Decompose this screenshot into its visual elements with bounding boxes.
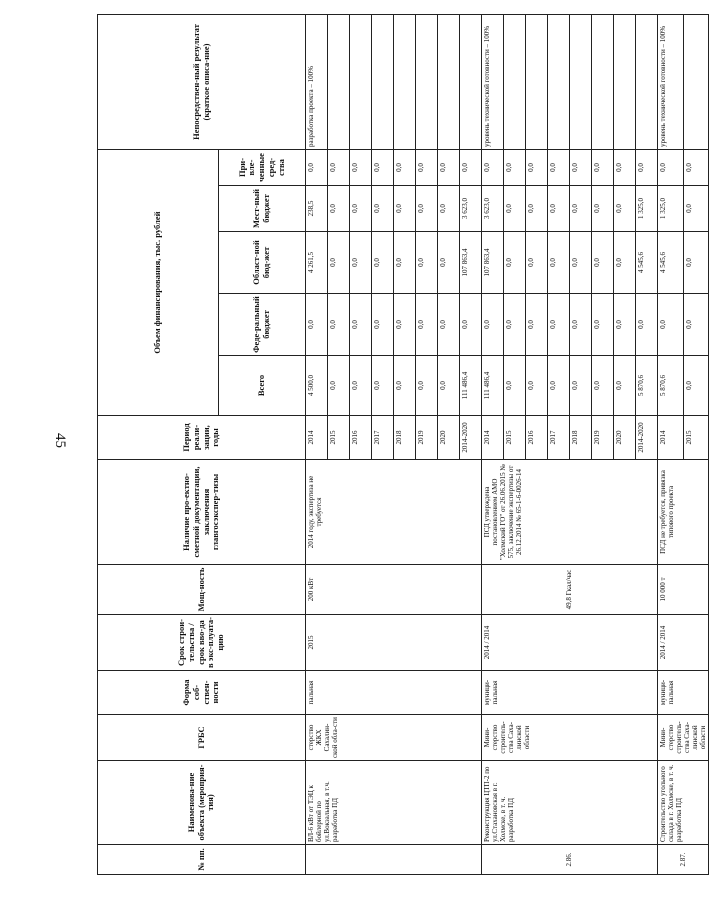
table-row [658, 15, 684, 875]
cell-federal: 0,0 [350, 294, 372, 356]
cell-regional: 0,0 [683, 232, 709, 294]
cell-period-build: 2015 [306, 615, 482, 671]
cell-year: 2015 [683, 416, 709, 460]
cell-regional: 0,0 [504, 232, 526, 294]
col-header-regional: Област-ной бюд-жет [219, 232, 306, 294]
cell-local: 0,0 [504, 186, 526, 232]
cell-federal: 0,0 [460, 294, 482, 356]
cell-local: 0,0 [548, 186, 570, 232]
col-header-documentation: Наличие про-ектно-сметной документации, заключения главгосэкспер-тизы [98, 460, 306, 565]
cell-total: 0,0 [416, 356, 438, 416]
cell-result: уровень технической готовности – 100% [482, 15, 504, 150]
cell-result [592, 15, 614, 150]
cell-attracted: 0,0 [438, 150, 460, 186]
cell-total: 0,0 [438, 356, 460, 416]
cell-result: разработка проекта – 100% [306, 15, 328, 150]
rotated-table-container [97, 15, 708, 875]
cell-result [394, 15, 416, 150]
cell-total: 111 486,4 [460, 356, 482, 416]
col-header-num: № пп. [98, 845, 306, 875]
cell-federal: 0,0 [592, 294, 614, 356]
cell-total: 0,0 [570, 356, 592, 416]
cell-federal: 0,0 [658, 294, 684, 356]
cell-attracted: 0,0 [683, 150, 709, 186]
cell-local: 0,0 [614, 186, 636, 232]
cell-ownership: муници-пальная [658, 671, 709, 715]
cell-local: 0,0 [592, 186, 614, 232]
cell-attracted: 0,0 [504, 150, 526, 186]
cell-total: 0,0 [372, 356, 394, 416]
cell-attracted: 0,0 [548, 150, 570, 186]
cell-local: 0,0 [372, 186, 394, 232]
cell-regional: 0,0 [394, 232, 416, 294]
cell-local: 1 325,0 [658, 186, 684, 232]
cell-documentation: ПСД не требуется, привязка типового проекта [658, 460, 709, 565]
col-header-period-build: Срок строи-тельства / срок вво-да в экс-плуата-цию [98, 615, 306, 671]
cell-attracted: 0,0 [614, 150, 636, 186]
col-header-ownership: Форма соб-ствен-ности [98, 671, 306, 715]
cell-federal: 0,0 [636, 294, 658, 356]
cell-regional: 0,0 [350, 232, 372, 294]
cell-period-build: 2014 / 2014 [482, 615, 658, 671]
cell-regional: 0,0 [416, 232, 438, 294]
funding-table [97, 14, 709, 875]
cell-total: 5 870,6 [658, 356, 684, 416]
cell-regional: 0,0 [328, 232, 350, 294]
cell-attracted: 0,0 [658, 150, 684, 186]
cell-capacity: 10 000 т [658, 565, 709, 615]
cell-attracted: 0,0 [350, 150, 372, 186]
cell-regional: 4 545,6 [658, 232, 684, 294]
cell-federal: 0,0 [328, 294, 350, 356]
cell-name: Реконструкция ЦТП-2 по ул.Стахановская в г. Холмске, в т. ч. разработка ПД [482, 761, 658, 845]
cell-year: 2017 [372, 416, 394, 460]
col-header-attracted: При-вле-ченные сред-ства [219, 150, 306, 186]
cell-local: 3 623,0 [460, 186, 482, 232]
col-header-funding: Объем финансирования, тыс. рублей [98, 150, 219, 416]
cell-documentation: ПСД утверждена постановлением АМО "Холмский ГО" от 26.06.2015 № 575, заключение экспертизы от 26.12.2014 № 65-1-6-0026-14 [482, 460, 658, 565]
cell-attracted: 0,0 [372, 150, 394, 186]
cell-regional: 0,0 [592, 232, 614, 294]
cell-regional: 4 545,6 [636, 232, 658, 294]
col-header-result: Непосредствен-ный результат (краткое описа-ние) [98, 15, 306, 150]
cell-year: 2019 [416, 416, 438, 460]
cell-result [350, 15, 372, 150]
cell-grbs: Мини-стерство строитель-ства Саха-линской области [482, 715, 658, 761]
cell-result [526, 15, 548, 150]
cell-result [438, 15, 460, 150]
cell-federal: 0,0 [394, 294, 416, 356]
table-row [482, 15, 504, 875]
cell-attracted: 0,0 [460, 150, 482, 186]
cell-regional: 0,0 [438, 232, 460, 294]
col-header-local: Мест-ный бюджет [219, 186, 306, 232]
cell-attracted: 0,0 [570, 150, 592, 186]
cell-name: Строительство угольного склада в г. Холмске, в т. ч. разработка ПД [658, 761, 709, 845]
cell-local: 0,0 [328, 186, 350, 232]
cell-attracted: 0,0 [306, 150, 328, 186]
cell-local: 0,0 [683, 186, 709, 232]
cell-attracted: 0,0 [636, 150, 658, 186]
cell-federal: 0,0 [504, 294, 526, 356]
cell-total: 0,0 [328, 356, 350, 416]
cell-year: 2016 [526, 416, 548, 460]
col-header-total: Всего [219, 356, 306, 416]
cell-total: 0,0 [683, 356, 709, 416]
cell-capacity: 200 кВт [306, 565, 482, 615]
cell-result [416, 15, 438, 150]
cell-total: 0,0 [394, 356, 416, 416]
table-row [306, 15, 328, 875]
cell-year: 2014-2020 [636, 416, 658, 460]
cell-name: ВЛ-6 кВт от ТЭЦ к бойлерной по ул.Вокзальная, в т.ч. разработка ПД [306, 761, 482, 845]
cell-local: 1 325,0 [636, 186, 658, 232]
cell-grbs: Мини-стерство строитель-ства Саха-линской области [658, 715, 709, 761]
cell-federal: 0,0 [526, 294, 548, 356]
col-header-federal: Феде-ральный бюджет [219, 294, 306, 356]
cell-regional: 0,0 [372, 232, 394, 294]
cell-local: 0,0 [416, 186, 438, 232]
cell-result [683, 15, 709, 150]
cell-regional: 0,0 [526, 232, 548, 294]
cell-regional: 107 863,4 [482, 232, 504, 294]
cell-local: 3 623,0 [482, 186, 504, 232]
cell-local: 0,0 [350, 186, 372, 232]
cell-total: 0,0 [504, 356, 526, 416]
header-row [98, 15, 219, 875]
cell-federal: 0,0 [548, 294, 570, 356]
cell-total: 0,0 [614, 356, 636, 416]
cell-federal: 0,0 [438, 294, 460, 356]
cell-federal: 0,0 [306, 294, 328, 356]
col-header-name: Наименова-ние объекта (мероприя-тия) [98, 761, 306, 845]
cell-year: 2014 [306, 416, 328, 460]
cell-result [328, 15, 350, 150]
cell-period-build: 2014 / 2014 [658, 615, 709, 671]
cell-grbs: стерство ЖКХ Сахалин-ской обла-сти [306, 715, 482, 761]
cell-year: 2015 [504, 416, 526, 460]
cell-year: 2018 [394, 416, 416, 460]
cell-year: 2014-2020 [460, 416, 482, 460]
cell-result [504, 15, 526, 150]
cell-result: уровень технической готовности – 100% [658, 15, 684, 150]
cell-total: 4 500,0 [306, 356, 328, 416]
cell-year: 2014 [482, 416, 504, 460]
cell-local: 0,0 [570, 186, 592, 232]
cell-result [460, 15, 482, 150]
cell-federal: 0,0 [570, 294, 592, 356]
cell-year: 2016 [350, 416, 372, 460]
cell-local: 0,0 [438, 186, 460, 232]
cell-num: 2.86. [482, 845, 658, 875]
cell-local: 0,0 [526, 186, 548, 232]
cell-federal: 0,0 [683, 294, 709, 356]
col-header-grbs: ГРБС [98, 715, 306, 761]
cell-attracted: 0,0 [394, 150, 416, 186]
cell-result [372, 15, 394, 150]
cell-result [636, 15, 658, 150]
cell-regional: 107 863,4 [460, 232, 482, 294]
cell-num [306, 845, 482, 875]
cell-total: 0,0 [526, 356, 548, 416]
cell-year: 2020 [614, 416, 636, 460]
cell-federal: 0,0 [416, 294, 438, 356]
cell-total: 0,0 [350, 356, 372, 416]
cell-ownership: пальная [306, 671, 482, 715]
cell-year: 2015 [328, 416, 350, 460]
cell-regional: 0,0 [548, 232, 570, 294]
cell-year: 2020 [438, 416, 460, 460]
cell-ownership: муници-пальная [482, 671, 658, 715]
cell-regional: 0,0 [570, 232, 592, 294]
cell-year: 2017 [548, 416, 570, 460]
cell-federal: 0,0 [614, 294, 636, 356]
cell-total: 0,0 [548, 356, 570, 416]
cell-year: 2014 [658, 416, 684, 460]
table-body [306, 15, 709, 875]
cell-result [570, 15, 592, 150]
cell-total: 0,0 [592, 356, 614, 416]
cell-attracted: 0,0 [526, 150, 548, 186]
cell-attracted: 0,0 [482, 150, 504, 186]
col-header-realization: Период реали-зации, годы [98, 416, 306, 460]
cell-total: 111 486,4 [482, 356, 504, 416]
cell-documentation: 2014 году, экспертиза не требуется [306, 460, 482, 565]
cell-federal: 0,0 [482, 294, 504, 356]
col-header-capacity: Мощ-ность [98, 565, 306, 615]
cell-federal: 0,0 [372, 294, 394, 356]
cell-local: 0,0 [394, 186, 416, 232]
cell-result [548, 15, 570, 150]
cell-local: 238,5 [306, 186, 328, 232]
cell-attracted: 0,0 [416, 150, 438, 186]
cell-capacity: 49,8 Гкал/час [482, 565, 658, 615]
cell-attracted: 0,0 [592, 150, 614, 186]
cell-regional: 0,0 [614, 232, 636, 294]
cell-attracted: 0,0 [328, 150, 350, 186]
page-number: 45 [52, 433, 68, 448]
cell-num: 2.87. [658, 845, 709, 875]
cell-regional: 4 261,5 [306, 232, 328, 294]
cell-result [614, 15, 636, 150]
cell-year: 2019 [592, 416, 614, 460]
cell-year: 2018 [570, 416, 592, 460]
cell-total: 5 870,6 [636, 356, 658, 416]
